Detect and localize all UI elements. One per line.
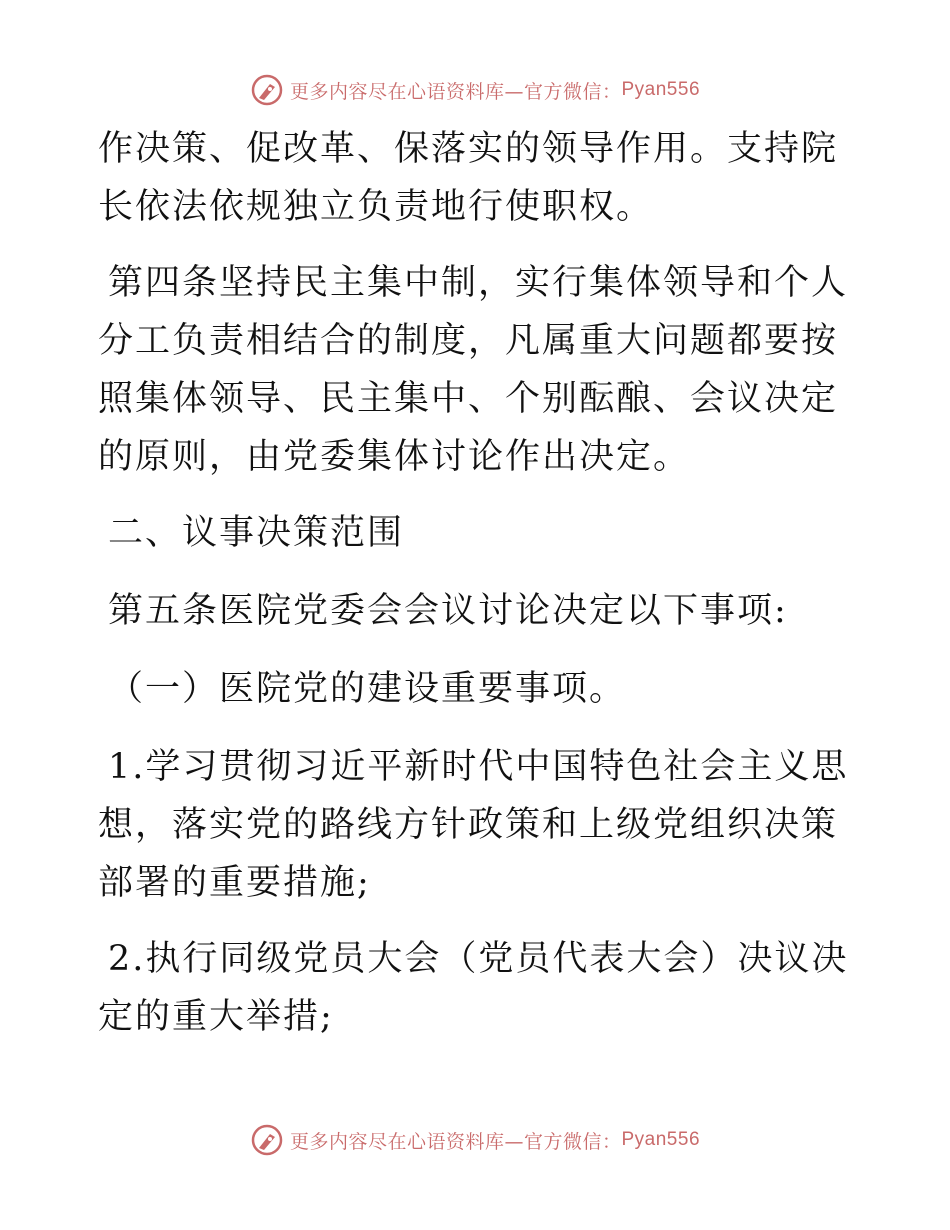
header-watermark xyxy=(0,70,950,110)
paragraph: 作决策、促改革、保落实的领导作用。支持院长依法依规独立负责地行使职权。 xyxy=(98,129,839,227)
watermark-wechat-id: Pyan556 xyxy=(621,79,701,100)
list-item: 2.执行同级党员大会（党员代表大会）决议决定的重大举措; xyxy=(98,939,849,1037)
watermark-text: 更多内容尽在心语资料库—官方微信： xyxy=(289,1130,622,1153)
watermark-wechat-id: Pyan556 xyxy=(621,1129,701,1150)
subsection-heading: （一）医院党的建设重要事项。 xyxy=(108,669,627,709)
pen-nib-circle-icon xyxy=(250,1123,284,1157)
document-body xyxy=(98,120,858,1064)
pen-nib-circle-icon xyxy=(250,73,284,107)
list-item: 1.学习贯彻习近平新时代中国特色社会主义思想，落实党的路线方针政策和上级党组织决策部署的重要措施; xyxy=(98,747,849,903)
paragraph: 第四条坚持民主集中制，实行集体领导和个人分工负责相结合的制度，凡属重大问题都要按照集体领导、民主集中、个别酝酿、会议决定的原则，由党委集体讨论作出决定。 xyxy=(98,263,849,477)
watermark-text: 更多内容尽在心语资料库—官方微信： xyxy=(289,80,622,103)
section-heading: 二、议事决策范围 xyxy=(108,513,405,553)
paragraph: 第五条医院党委会会议讨论决定以下事项: xyxy=(108,591,788,631)
footer-watermark xyxy=(0,1120,950,1160)
